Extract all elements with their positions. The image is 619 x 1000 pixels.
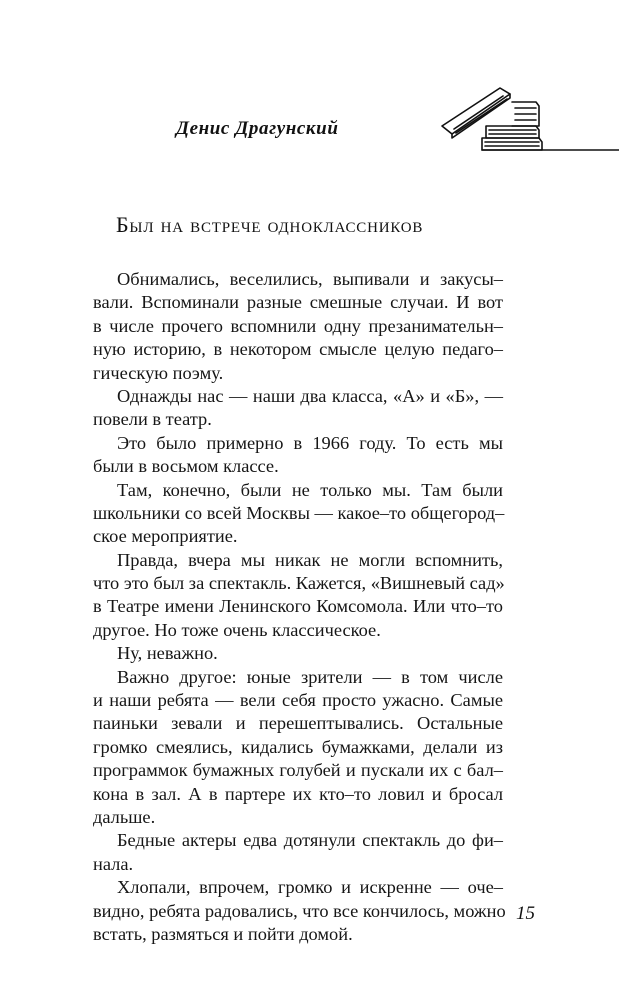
text-line: школьники со всей Москвы — какое–то общегород– xyxy=(93,502,505,523)
text-line: Это было примерно в 1966 году. То есть мы xyxy=(117,432,503,453)
text-line: и наши ребята — вели себя просто ужасно. Самые xyxy=(93,690,503,711)
text-line: другое. Но тоже очень классическое. xyxy=(93,619,381,640)
text-line: гическую поэму. xyxy=(93,362,224,383)
text-line: кона в зал. А в партере их кто–то ловил и бросал xyxy=(93,783,503,804)
paragraph-8 xyxy=(93,829,503,876)
text-line: программок бумажных голубей и пускали их с бал– xyxy=(93,760,503,781)
text-line: громко смеялись, кидались бумажками, делали из xyxy=(93,736,503,757)
text-line: были в восьмом классе. xyxy=(93,456,279,477)
paragraph-7 xyxy=(93,666,503,830)
paragraph-1 xyxy=(93,268,503,385)
text-line: Бедные актеры едва дотянули спектакль до фи– xyxy=(117,830,503,851)
text-line: повели в театр. xyxy=(93,409,212,430)
text-line: что это был за спектакль. Кажется, «Вишневый сад» xyxy=(93,573,505,594)
paragraph-2 xyxy=(93,385,503,432)
text-line: Хлопали, впрочем, громко и искренне — оче– xyxy=(117,877,503,898)
text-line: нала. xyxy=(93,853,134,874)
body-text xyxy=(93,268,506,946)
text-line: в Театре имени Ленинского Комсомола. Или что–то xyxy=(93,596,503,617)
page-number: 15 xyxy=(516,903,535,924)
text-line: ское мероприятие. xyxy=(93,526,238,547)
text-line: Важно другое: юные зрители — в том числе xyxy=(117,666,503,687)
author-name: Денис Драгунский xyxy=(176,118,339,139)
text-line: Однажды нас — наши два класса, «А» и «Б», — xyxy=(117,385,503,406)
text-line: дальше. xyxy=(93,806,156,827)
text-line: Обнимались, веселились, выпивали и закусы– xyxy=(117,269,503,289)
paragraph-3 xyxy=(93,432,503,479)
text-line: встать, размяться и пойти домой. xyxy=(93,923,353,944)
text-line: Правда, вчера мы никак не могли вспомнить, xyxy=(117,549,503,570)
text-line: ную историю, в некотором смысле целую педаго– xyxy=(93,339,503,360)
paragraph-9 xyxy=(93,876,506,946)
text-line: паиньки зевали и перешептывались. Остальные xyxy=(93,713,503,734)
text-line: Там, конечно, были не только мы. Там были xyxy=(117,479,503,500)
paragraph-6 xyxy=(93,642,503,665)
text-line: вали. Вспоминали разные смешные случаи. И вот xyxy=(93,292,503,313)
text-line: Ну, неважно. xyxy=(117,643,218,664)
text-line: видно, ребята радовались, что все кончилось, можно xyxy=(93,900,506,921)
stacked-books-icon xyxy=(436,78,619,158)
paragraph-4 xyxy=(93,479,503,549)
text-line: в числе прочего вспомнили одну презанимательн– xyxy=(93,315,503,336)
paragraph-5 xyxy=(93,549,503,643)
chapter-title: Был на встрече одноклассников xyxy=(116,212,424,237)
